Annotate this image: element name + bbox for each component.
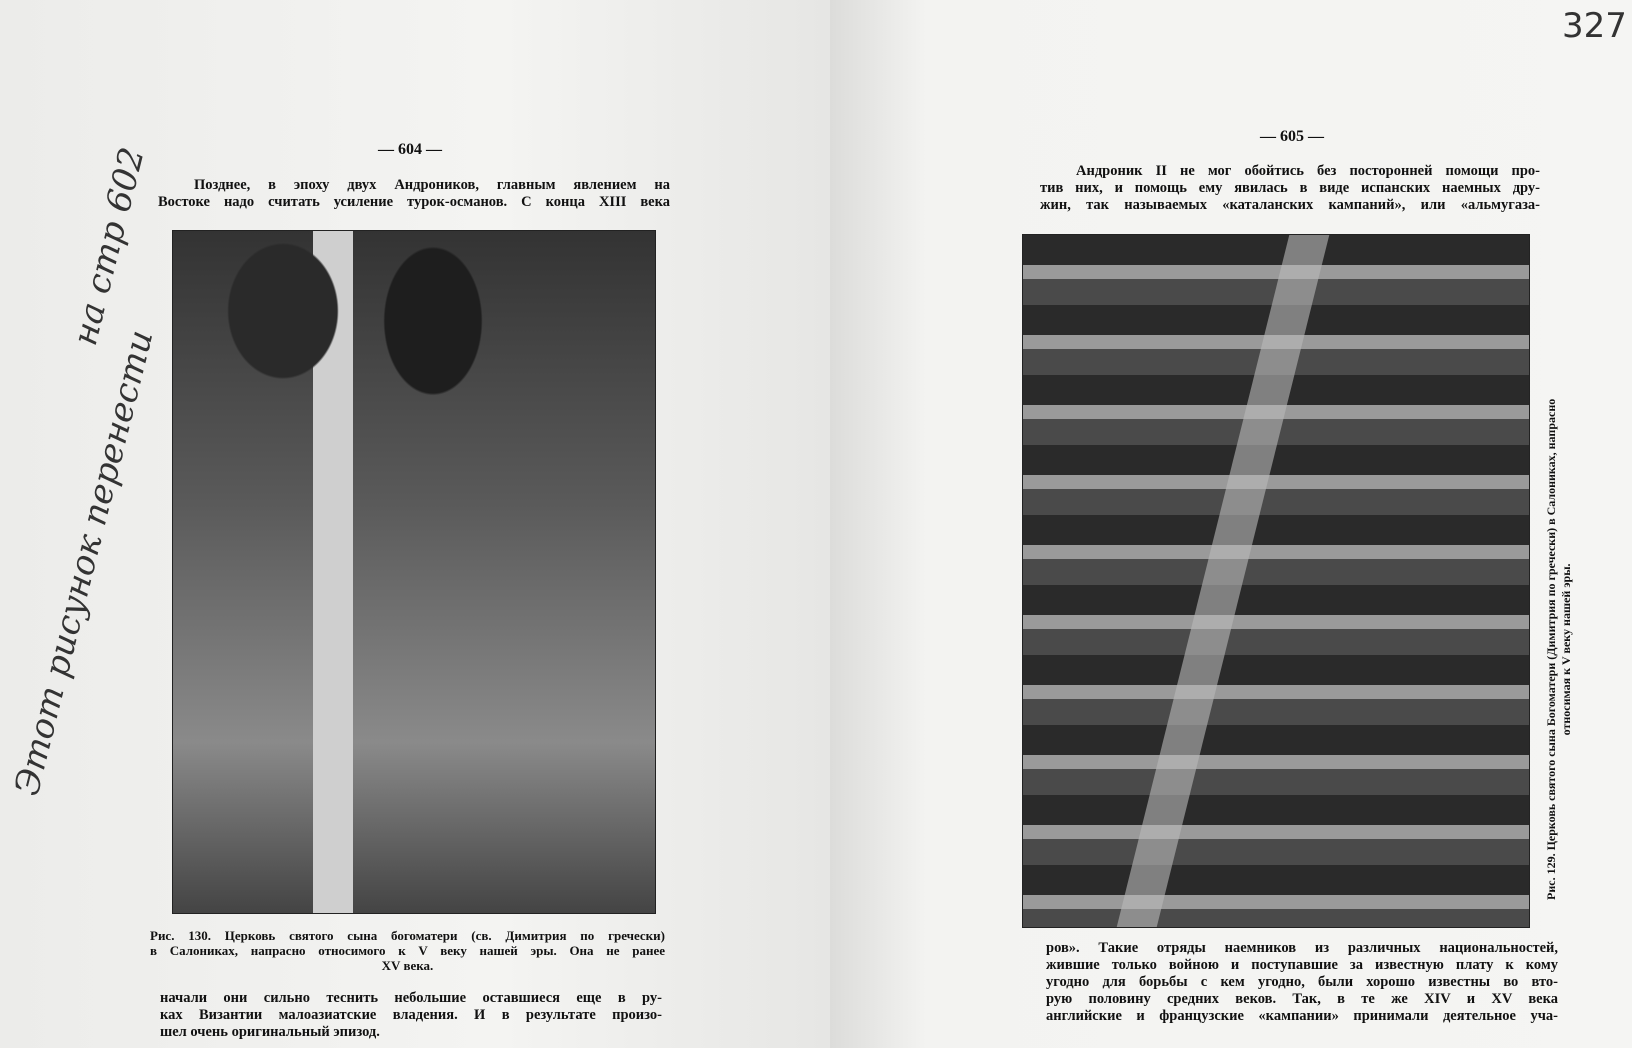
caption-line: в Салониках, напрасно относимого к V веку нашей эры. Она не ранее [150,943,665,958]
handwritten-note-line-2: на стр 602 [65,143,153,350]
page-number: — 604 — [378,141,442,158]
caption-line: XV века. [381,958,434,973]
bottom-paragraph [160,990,662,1041]
vertical-figure-caption [1544,399,1574,900]
caption-line: Рис. 130. Церковь святого сына богоматери (св. Димитрия по гречески) [150,928,665,943]
text-line: тив них, и помощь ему явилась в виде испанских наемных дру- [1040,180,1540,196]
figure-caption [150,928,665,973]
text-line: Востоке надо считать усиление турок-османов. С конца XIII века [158,194,670,210]
text-line: Андроник II не мог обойтись без посторонней помощи про- [1076,163,1540,179]
text-line: ров». Такие отряды наемников из различных национальностей, [1046,940,1558,956]
church-interior-photo [172,230,656,914]
bottom-paragraph [1046,940,1558,1025]
text-line: угодно для борьбы с кем угодно, были хорошо известны во вто- [1046,974,1558,990]
text-line: ках Византии малоазиатские владения. И в результате произо- [160,1007,662,1023]
caption-line: относимая к V веку нашей эры. [1559,563,1573,736]
page-number: — 605 — [1260,128,1324,145]
caption-line: Рис. 129. Церковь святого сына Богоматери (Димитрия по гречески) в Салониках, напрасно [1544,398,1558,900]
text-line: английские и французские «кампании» принимали деятельное уча- [1046,1008,1558,1024]
handwritten-note-line-1: Этот рисунок перенести [7,326,162,800]
text-line: жин, так называемых «каталанских кампаний», или «альмугаза- [1040,197,1540,213]
top-paragraph [1040,163,1540,214]
text-line: шел очень оригинальный эпизод. [160,1024,380,1040]
archive-number: 327 [1562,6,1627,46]
church-nave-photo [1022,234,1530,928]
text-line: Позднее, в эпоху двух Андроников, главным явлением на [194,177,670,193]
text-line: жившие только войною и поступавшие за известную плату к кому [1046,957,1558,973]
text-line: начали они сильно теснить небольшие оставшиеся еще в ру- [160,990,662,1006]
text-line: рую половину средних веков. Так, в те же XIV и XV века [1046,991,1558,1007]
top-paragraph [158,177,670,211]
